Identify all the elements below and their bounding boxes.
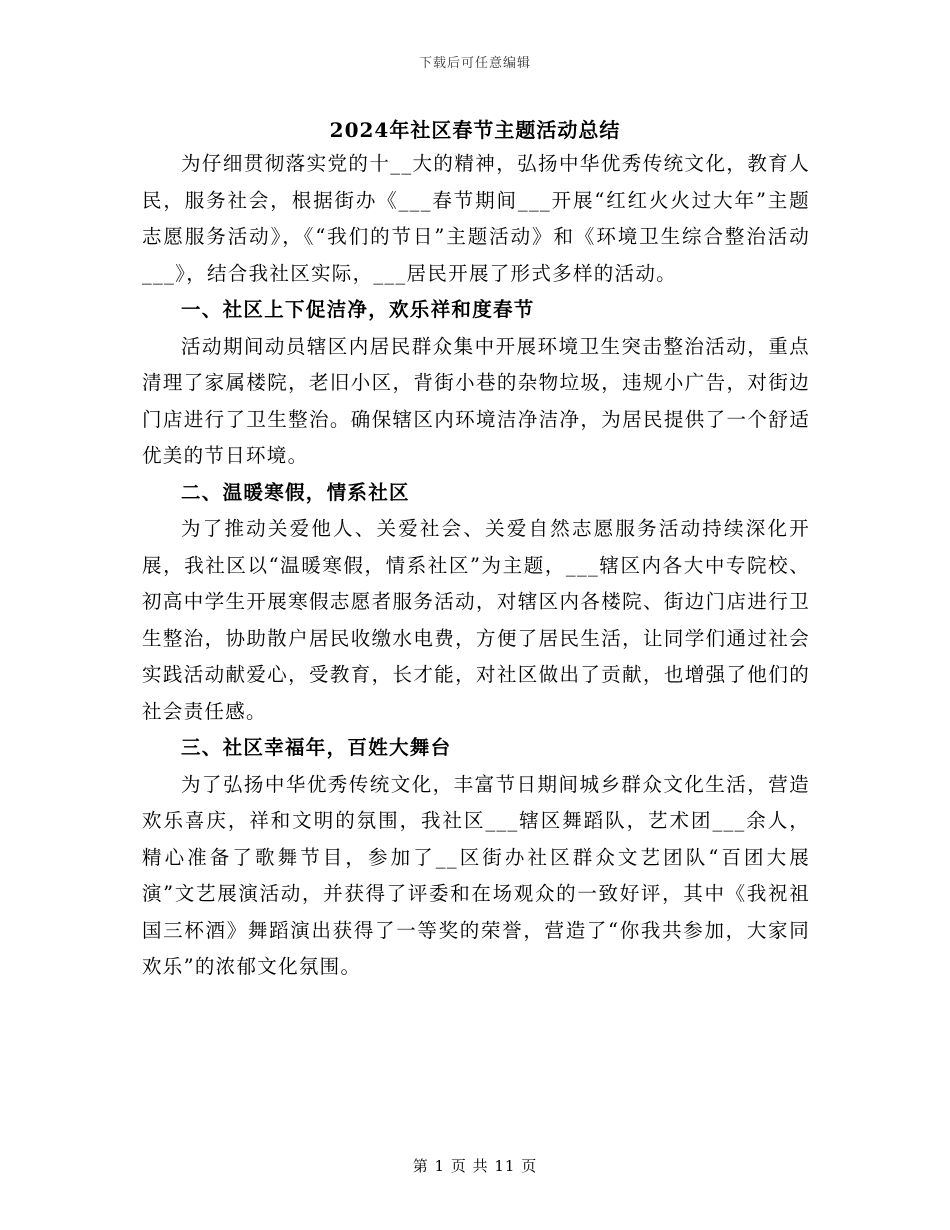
page-number-footer: 第 1 页 共 11 页 xyxy=(412,1157,538,1175)
document-body xyxy=(142,146,810,986)
document-title: 2024年社区春节主题活动总结 xyxy=(329,118,621,142)
section-2-paragraph: 为了推动关爱他人、关爱社会、关爱自然志愿服务活动持续深化开展，我社区以“温暖寒假，情系社区”为主题，___辖区内各大中专院校、初高中学生开展寒假志愿者服务活动，对辖区内各楼院、街边门店进行卫生整治，协助散户居民收缴水电费，方便了居民生活，让同学们通过社会实践活动献爱心，受教育，长才能，对社区做出了贡献，也增强了他们的社会责任感。 xyxy=(142,517,810,723)
section-3-paragraph: 为了弘扬中华优秀传统文化，丰富节日期间城乡群众文化生活，营造欢乐喜庆，祥和文明的氛围，我社区___辖区舞蹈队，艺术团___余人，精心准备了歌舞节目，参加了__区街办社区群众文艺团队“百团大展演”文艺展演活动，并获得了评委和在场观众的一致好评，其中《我祝祖国三杯酒》舞蹈演出获得了一等奖的荣誉，营造了“你我共参加，大家同欢乐”的浓郁文化氛围。 xyxy=(142,772,810,978)
intro-paragraph: 为仔细贯彻落实党的十__大的精神，弘扬中华优秀传统文化，教育人民，服务社会，根据街办《___春节期间___开展“红红火火过大年”主题志愿服务活动》，《“我们的节日”主题活动》和《环境卫生综合整治活动___》，结合我社区实际，___居民开展了形式多样的活动。 xyxy=(142,152,810,285)
header-note: 下载后可任意编辑 xyxy=(418,56,531,71)
section-1-paragraph: 活动期间动员辖区内居民群众集中开展环境卫生突击整治活动，重点清理了家属楼院，老旧小区，背街小巷的杂物垃圾，违规小广告，对街边门店进行了卫生整治。确保辖区内环境洁净洁净，为居民提供了一个舒适优美的节日环境。 xyxy=(142,334,810,467)
section-3-heading: 三、社区幸福年，百姓大舞台 xyxy=(181,736,452,759)
section-2-heading: 二、温暖寒假，情系社区 xyxy=(181,480,410,504)
section-1-heading: 一、社区上下促洁净，欢乐祥和度春节 xyxy=(181,298,535,321)
